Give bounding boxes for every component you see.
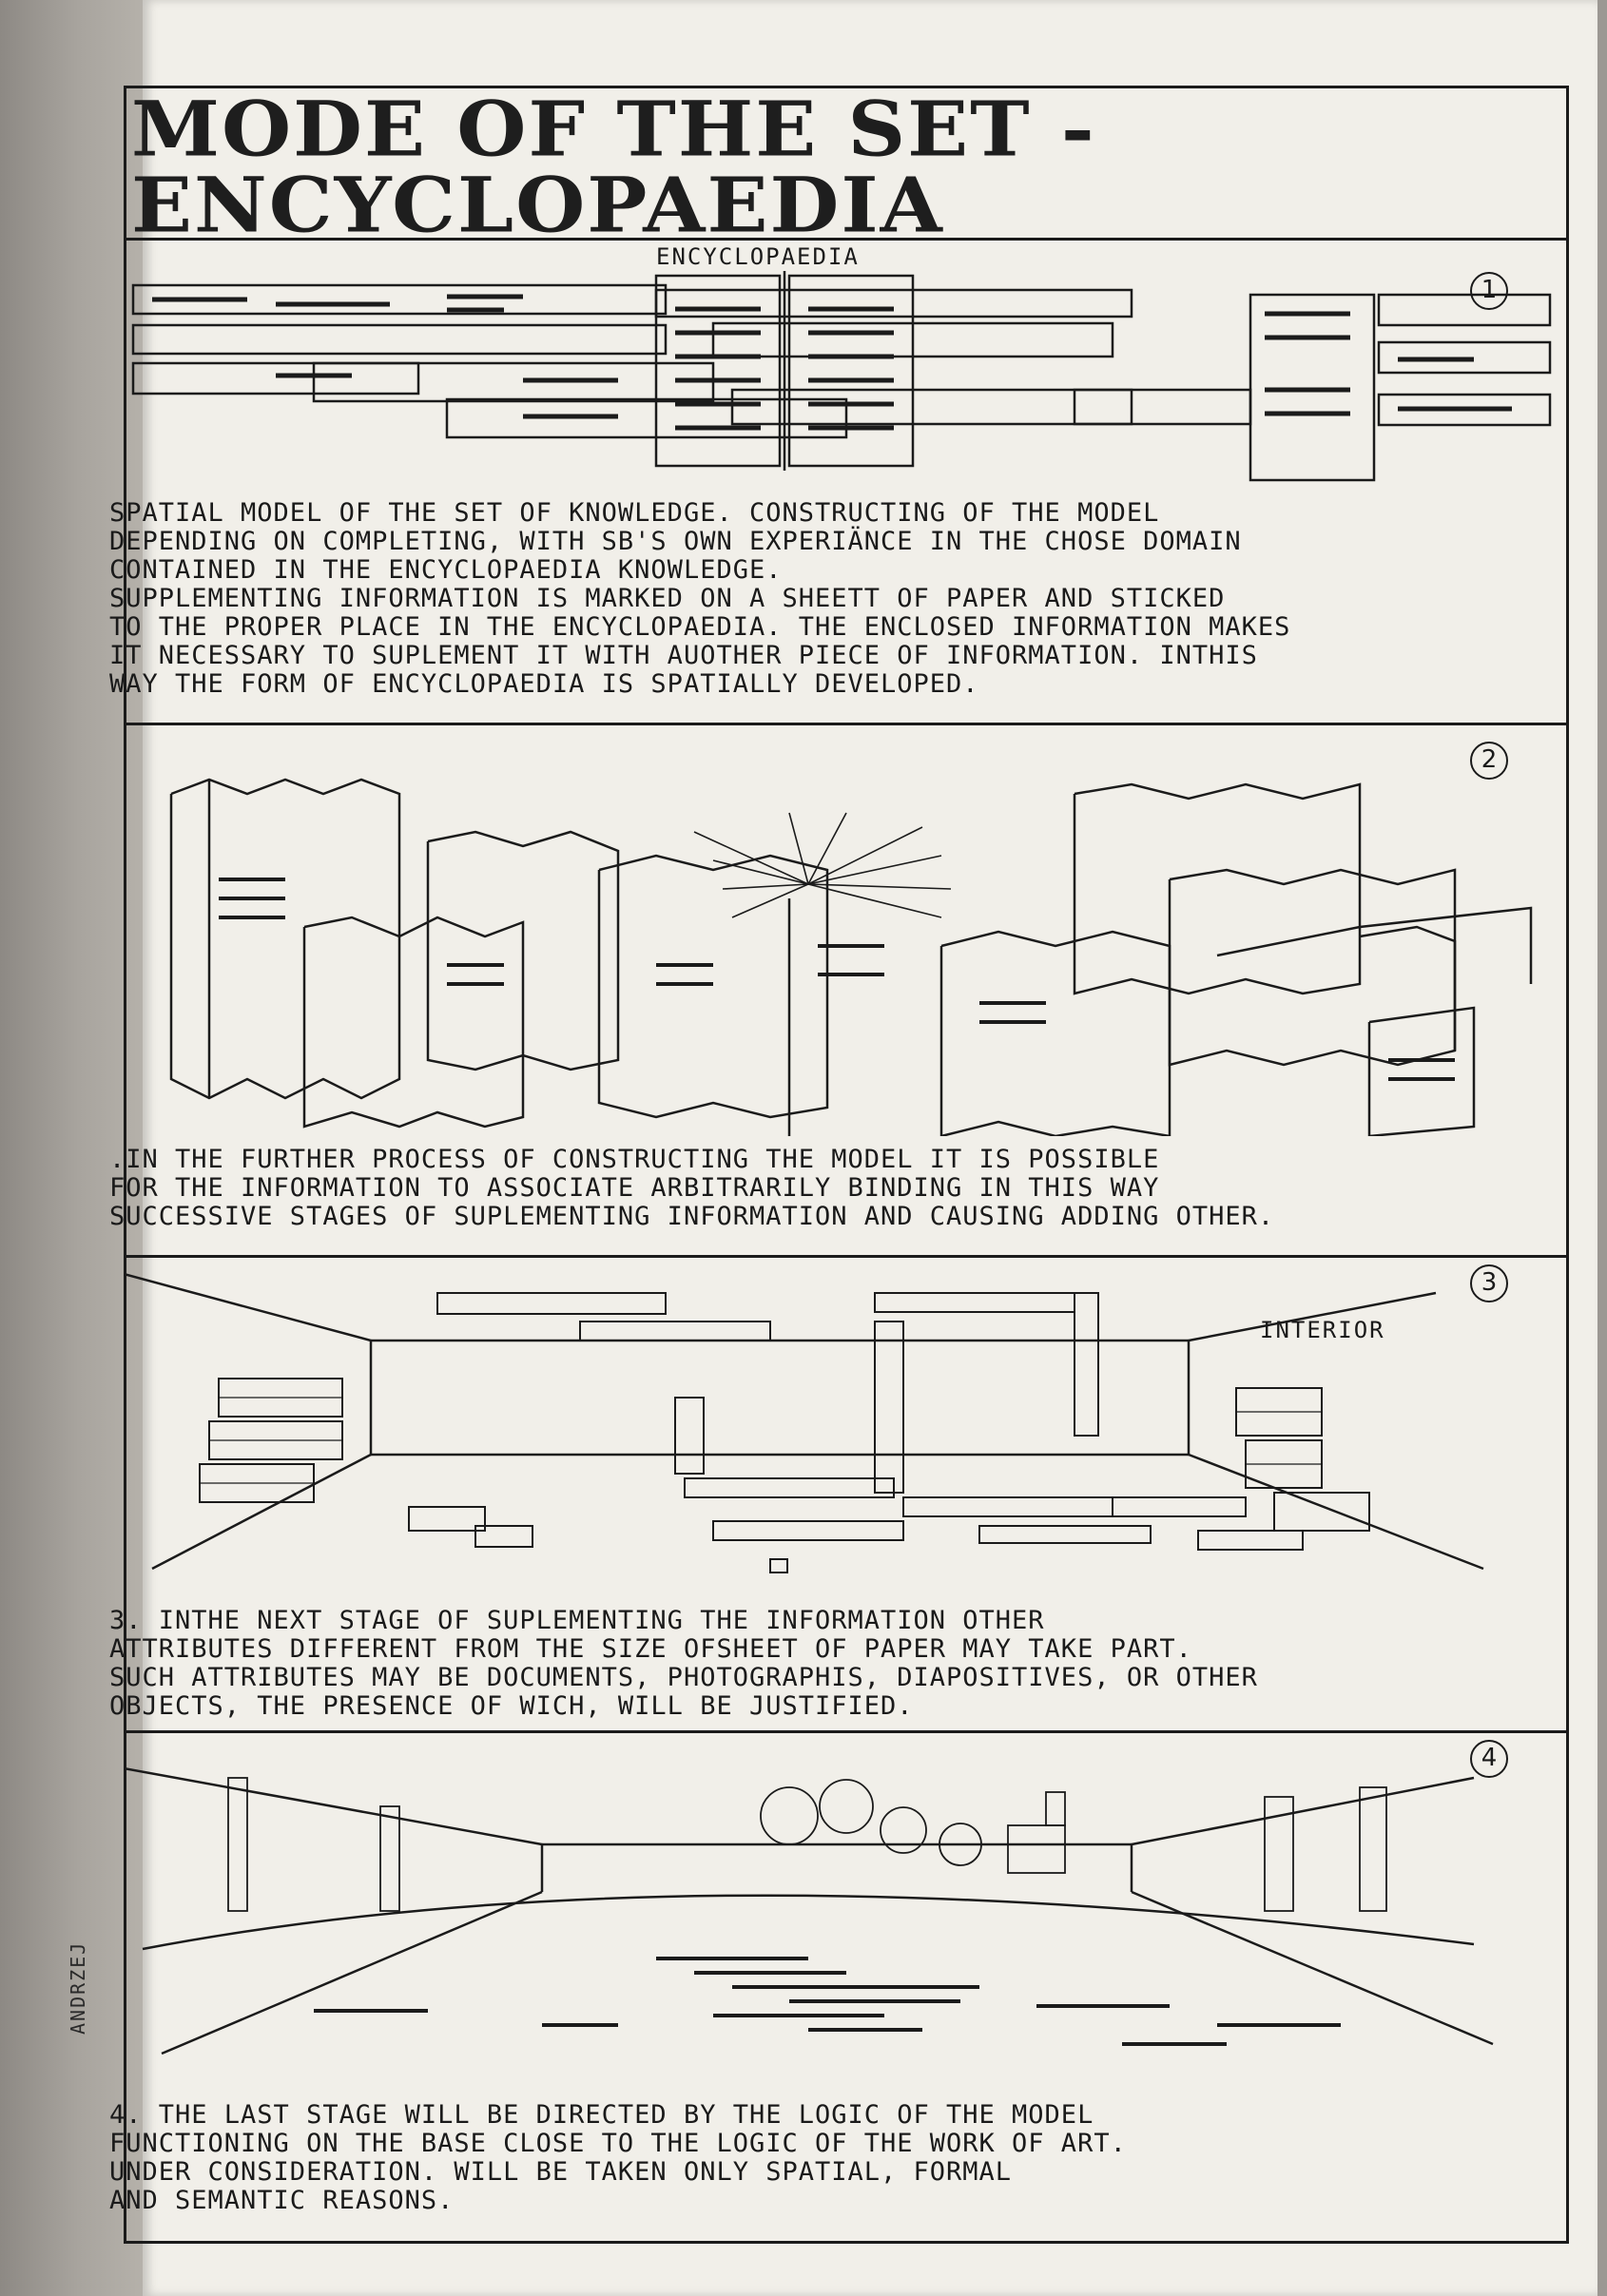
author-signature: ANDRZEJ bbox=[67, 1940, 89, 2035]
encyclopaedia-label: ENCYCLOPAEDIA bbox=[656, 243, 860, 270]
title-line-2: ENCYCLOPAEDIA bbox=[131, 160, 944, 250]
page-title bbox=[131, 84, 1177, 250]
title-line-1: MODE OF THE SET - bbox=[131, 84, 1096, 174]
title-divider bbox=[124, 238, 1569, 241]
section-1-text: SPATIAL MODEL OF THE SET OF KNOWLEDGE. CONSTRUCTING OF THE MODEL DEPENDING ON COMPLETING, WITH SB'S OWN EXPERIÄNCE IN THE CHOSE DOMAIN CONTAINED IN THE ENCYCLOPAEDIA KNOWLEDGE. SUPPLEMENTING INFORMATION IS MARKED ON A SHEETT OF PAPER AND STICKED TO THE PROPER PLACE IN THE ENCYCLOPAEDIA. THE ENCLOSED INFORMATION MAKES IT NECESSARY TO SUPLEMENT IT WITH AUOTHER PIECE OF INFORMATION. INTHIS WAY THE FORM OF ENCYCLOPAEDIA IS SPATIALLY DEVELOPED. bbox=[109, 498, 1291, 699]
section-4-number: 4 bbox=[1470, 1740, 1508, 1778]
section-3-text: 3. INTHE NEXT STAGE OF SUPLEMENTING THE INFORMATION OTHER ATTRIBUTES DIFFERENT FROM THE SIZE OFSHEET OF PAPER MAY TAKE PART. SUCH ATTRIBUTES MAY BE DOCUMENTS, PHOTOGRAPHIS, DIAPOSITIVES, OR OTHER OBJECTS, THE PRESENCE OF WICH, WILL BE JUSTIFIED. bbox=[109, 1606, 1258, 1721]
section-2-sketch bbox=[124, 737, 1569, 1136]
section-2-text: .IN THE FURTHER PROCESS OF CONSTRUCTING THE MODEL IT IS POSSIBLE FOR THE INFORMATION TO ASSOCIATE ARBITRARILY BINDING IN THIS WAY SUCCESSIVE STAGES OF SUPLEMENTING INFORMATION AND CAUSING ADDING OTHER. bbox=[109, 1145, 1275, 1231]
section-2-number: 2 bbox=[1470, 742, 1508, 780]
section-3-divider bbox=[124, 1730, 1569, 1733]
interior-label: INTERIOR bbox=[1260, 1317, 1385, 1343]
section-1-divider bbox=[124, 723, 1569, 725]
section-3-number: 3 bbox=[1470, 1264, 1508, 1302]
section-4-sketch bbox=[124, 1740, 1569, 2082]
section-4-text: 4. THE LAST STAGE WILL BE DIRECTED BY THE LOGIC OF THE MODEL FUNCTIONING ON THE BASE CLOSE TO THE LOGIC OF THE WORK OF ART. UNDER CONSIDERATION. WILL BE TAKEN ONLY SPATIAL, FORMAL AND SEMANTIC REASONS. bbox=[109, 2100, 1127, 2215]
section-3-sketch bbox=[124, 1264, 1569, 1588]
section-2-divider bbox=[124, 1255, 1569, 1258]
section-1-sketch bbox=[124, 257, 1569, 494]
section-1-number: 1 bbox=[1470, 272, 1508, 310]
